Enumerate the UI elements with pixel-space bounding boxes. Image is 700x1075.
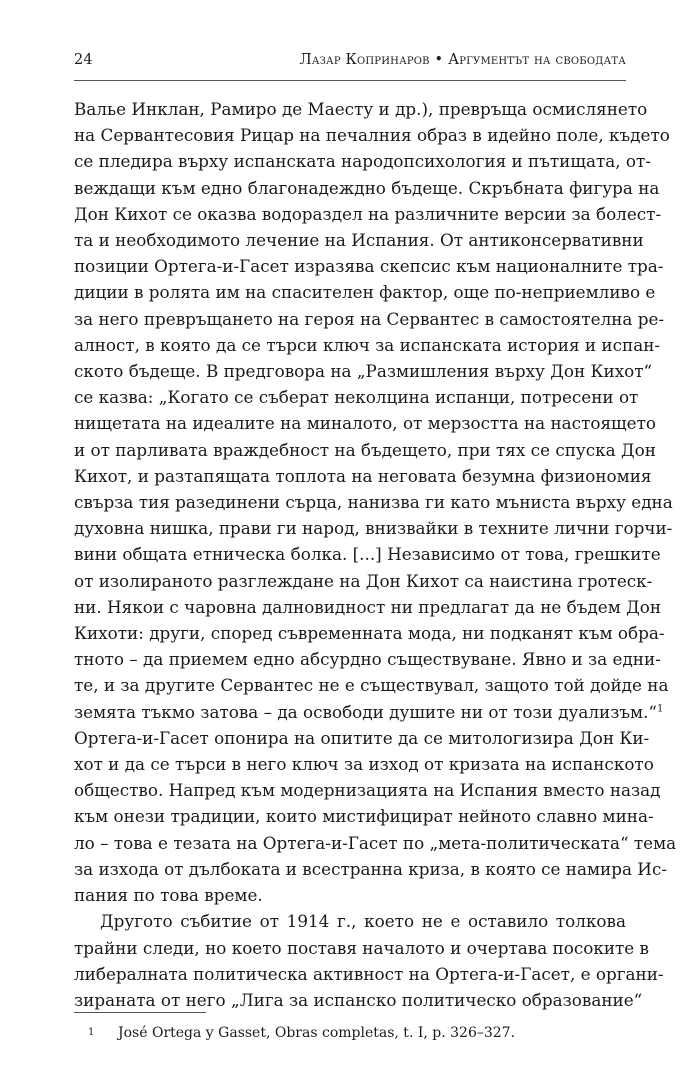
text-line: [74, 358, 653, 384]
footnote-rule: [74, 1012, 206, 1013]
text-line: [74, 306, 665, 332]
text-line: [74, 777, 661, 803]
text-line-content: земята тъкмо затова – да освободи душите ни от този дуализъм.“: [74, 701, 658, 722]
text-line-content: хот и да се търси в него ключ за изход от кризата на испанското: [74, 754, 654, 775]
text-line: [74, 410, 656, 436]
footnote-text: José Ortega y Gasset, Obras completas, t. I, p. 326–327.: [118, 1025, 516, 1041]
text-line: [74, 987, 643, 1013]
text-line: [74, 961, 664, 987]
text-line-content: зираната от него „Лига за испанско политическо образование“: [74, 989, 643, 1010]
text-line-content: духовна нишка, прави ги народ, внизвайки в техните лични горчи-: [74, 518, 673, 539]
text-line: [74, 227, 644, 253]
text-line-content: за изхода от дълбоката и всестранна криза, в която се намира Ис-: [74, 858, 668, 879]
text-line-content: пания по това време.: [74, 885, 263, 906]
text-line: [74, 725, 650, 751]
text-line-content: от изолираното разглеждане на Дон Кихот са наистина гротеск-: [74, 570, 653, 591]
text-line: [74, 253, 664, 279]
text-line-content: и от парливата враждебност на бъдещето, при тях се спуска Дон: [74, 439, 656, 460]
text-line-content: Валье Инклан, Рамиро де Маесту и др.), превръща осмислянето: [74, 99, 648, 119]
footnote: [74, 1024, 626, 1042]
text-line: [74, 751, 654, 777]
text-line-content: ни. Някои с чаровна далновидност ни предлагат да не бъдем Дон: [74, 596, 662, 617]
text-line: [74, 620, 665, 646]
text-line: [74, 279, 656, 305]
text-line-content: либералната политическа активност на Ортега-и-Гасет, е органи-: [74, 963, 664, 984]
text-line: [74, 699, 664, 725]
text-line: [74, 882, 626, 908]
text-line-content: за него превръщането на героя на Сервантес в самостоятелна ре-: [74, 308, 665, 329]
text-line-content: ското бъдеще. В предговора на „Размишления върху Дон Кихот“: [74, 361, 653, 382]
text-line-content: позиции Ортега-и-Гасет изразява скепсис към националните тра-: [74, 256, 664, 277]
text-line: [74, 489, 673, 515]
text-line-content: се казва: „Когато се съберат неколцина испанци, потресени от: [74, 387, 639, 408]
text-line-content: Дон Кихот се оказва водораздел на различните версии за болест-: [74, 203, 662, 224]
text-line: [74, 908, 626, 934]
footnote-reference: 1: [657, 703, 664, 715]
page-number: 24: [74, 52, 93, 68]
text-line: [74, 437, 656, 463]
text-line: [74, 515, 673, 541]
text-line: [74, 384, 639, 410]
text-line-content: нищетата на идеалите на миналото, от мерзостта на настоящето: [74, 413, 656, 434]
text-line: [74, 148, 651, 174]
page-header: [74, 52, 626, 76]
text-line-content: та и необходимото лечение на Испания. От антиконсервативни: [74, 230, 644, 251]
footnote-mark: 1: [88, 1027, 95, 1038]
text-line-content: на Сервантесовия Рицар на печалния образ в идейно поле, където: [74, 125, 670, 146]
text-line: [74, 541, 661, 567]
text-line: [74, 803, 654, 829]
text-line: [74, 935, 650, 961]
text-line-content: диции в ролята им на спасителен фактор, още по-неприемливо е: [74, 282, 656, 303]
text-line-content: към онези традиции, които мистифицират нейното славно мина-: [74, 806, 654, 827]
text-line-content: веждащи към едно благонадеждно бъдеще. Скръбната фигура на: [74, 177, 660, 198]
text-line-content: общество. Напред към модернизацията на Испания вместо назад: [74, 780, 661, 801]
text-line: [74, 201, 662, 227]
text-line-content: Кихоти: други, според съвременната мода, ни подканят към обра-: [74, 623, 665, 644]
header-rule: [74, 80, 626, 81]
text-line: [74, 463, 652, 489]
text-line: [74, 122, 670, 148]
text-line: [74, 672, 669, 698]
text-line-content: Ортега-и-Гасет опонира на опитите да се митологизира Дон Ки-: [74, 727, 650, 748]
text-line-content: трайни следи, но което поставя началото и очертава посоките в: [74, 937, 650, 958]
text-line-content: тното – да приемем едно абсурдно съществуване. Явно и за едни-: [74, 649, 661, 670]
text-line: [74, 568, 653, 594]
running-head: Лазар Копринаров • Аргументът на свободата: [299, 52, 626, 68]
text-line: [74, 830, 677, 856]
text-line-content: вини общата етническа болка. [...] Независимо от това, грешките: [74, 544, 661, 565]
text-line-content: свърза тия разединени сърца, нанизва ги като мъниста върху една: [74, 492, 673, 513]
text-line: [74, 175, 660, 201]
text-line: [74, 646, 661, 672]
text-line: [74, 594, 662, 620]
text-line-content: се пледира върху испанската народопсихология и пътищата, от-: [74, 151, 651, 172]
text-line-content: алност, в която да се търси ключ за испанската история и испан-: [74, 334, 661, 355]
text-line-content: ло – това е тезата на Ортега-и-Гасет по „мета-политическата“ тема: [74, 832, 677, 853]
body-text: [74, 96, 677, 1013]
text-line: [74, 856, 668, 882]
text-line-content: Кихот, и разтапящата топлота на неговата безумна физиономия: [74, 465, 652, 486]
text-line: [74, 332, 661, 358]
text-line-content: Другото събитие от 1914 г., което не е оставило толкова: [100, 911, 626, 932]
text-line-content: те, и за другите Сервантес не е съществувал, защото той дойде на: [74, 675, 669, 696]
text-line: [74, 96, 648, 122]
